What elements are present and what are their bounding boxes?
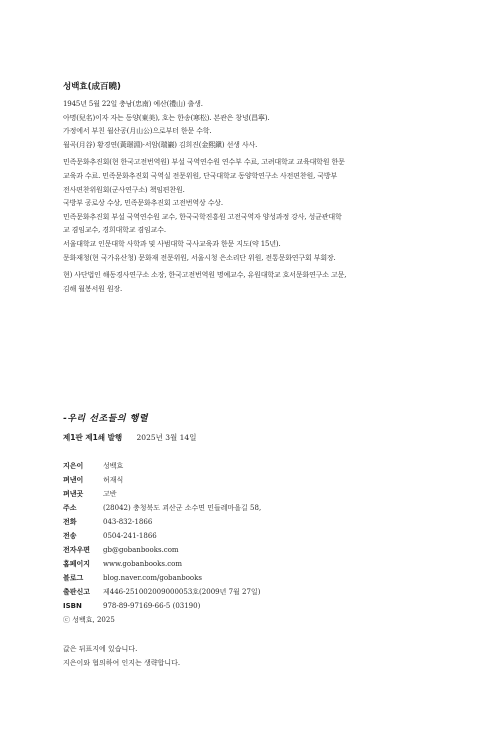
colophon-key: 홈페이지 (63, 560, 91, 568)
colophon-key: ISBN (63, 602, 82, 610)
colophon-key: 출판신고 (63, 588, 91, 596)
colophon-value: 043-832-1866 (103, 518, 153, 526)
notes (63, 643, 180, 670)
bio-line: 전사편찬위원회(군사연구소) 책임편찬원. (63, 185, 185, 194)
colophon-row (63, 501, 261, 515)
colophon-row (63, 473, 261, 487)
bio-line: 민족문화추진회 부설 국역연수원 교수, 한국국학진흥원 고전국역자 양성과정 강사, 성균관대학 (63, 212, 342, 221)
copyright-notice: ⓒ 성백효, 2025 (63, 616, 115, 624)
colophon-value: 허재식 (103, 476, 124, 484)
colophon-row (63, 599, 261, 613)
colophon-value: www.gobanbooks.com (103, 560, 182, 568)
colophon-table (63, 459, 261, 613)
author-name: 성백효(成百曉) (63, 82, 121, 92)
bio-line: 아명(兒名)이자 자는 동양(東美), 호는 한송(寒松). 본관은 창녕(昌寧). (63, 113, 270, 122)
bio-line: 월곡(月谷) 황경연(黃璟淵)·서암(瑞巖) 김희진(金熙鎭) 선생 사사. (63, 140, 258, 149)
colophon-value: 성백효 (103, 462, 124, 470)
bio-line: 서울대학교 인문대학 사학과 및 사범대학 국사교육과 한문 지도(약 15년). (63, 239, 281, 248)
colophon-value: 978-89-97169-66-5 (03190) (103, 602, 201, 610)
colophon-key: 펴낸이 (63, 476, 84, 484)
bio-line: 문화재청(현 국가유산청) 문화재 전문위원, 서울시청 은소리단 위원, 전통문화연구회 부회장. (63, 253, 336, 262)
colophon-key: 전송 (63, 532, 77, 540)
colophon-key: 펴낸곳 (63, 490, 84, 498)
bio-line: 가정에서 부친 월산공(月山公)으로부터 한문 수학. (63, 127, 212, 136)
book-title: -우리 선조들의 행렬 (63, 414, 149, 424)
bio-line: 김해 월봉서원 원장. (63, 284, 123, 293)
colophon-row (63, 487, 261, 501)
colophon-key: 블로그 (63, 574, 84, 582)
colophon-value: 0504-241-1866 (103, 532, 157, 540)
bio-line: 국방부 공로상 수상, 민족문화추진회 고전번역상 수상. (63, 199, 223, 208)
colophon-value: 제446-251002009000053호(2009년 7월 27일) (103, 588, 261, 596)
bio-line: 교육과 수료. 민족문화추진회 국역실 전문위원, 단국대학교 동양학연구소 사전편찬원, 국방부 (63, 171, 338, 180)
edition-label: 제1판 제1쇄 발행 (63, 433, 123, 442)
colophon-key: 주소 (63, 504, 77, 512)
colophon-row (63, 585, 261, 599)
colophon-row (63, 543, 261, 557)
colophon-value: blog.naver.com/gobanbooks (103, 574, 202, 582)
colophon-row (63, 459, 261, 473)
stamp-note: 지은이와 협의하여 인지는 생략합니다. (63, 658, 181, 667)
author-bio (63, 98, 445, 296)
bio-line: 현) 사단법인 해동경사연구소 소장, 한국고전번역원 명예교수, 유원대학교 호서문화연구소 고문, (63, 271, 347, 280)
colophon-key: 지은이 (63, 462, 84, 470)
colophon-value: gb@gobanbooks.com (103, 546, 179, 554)
colophon-value: (28042) 충청북도 괴산군 소수면 민들레마을길 58, (103, 504, 262, 512)
colophon-key: 전화 (63, 518, 77, 526)
bio-line: 민족문화추진회(현 한국고전번역원) 부설 국역연수원 연수부 수료, 고려대학교 교육대학원 한문 (63, 158, 345, 167)
edition-date: 2025년 3월 14일 (136, 433, 197, 442)
colophon-row (63, 515, 261, 529)
colophon-key: 전자우편 (63, 546, 91, 554)
bio-line: 1945년 5월 22일 충남(忠南) 예산(禮山) 출생. (63, 100, 203, 108)
colophon-value: 고반 (103, 490, 117, 498)
edition-info (63, 432, 196, 443)
price-note: 값은 뒤표지에 있습니다. (63, 645, 138, 653)
colophon-row (63, 571, 261, 585)
colophon-row (63, 529, 261, 543)
bio-line: 교 겸임교수, 경희대학교 겸임교수. (63, 226, 166, 235)
colophon-row (63, 557, 261, 571)
